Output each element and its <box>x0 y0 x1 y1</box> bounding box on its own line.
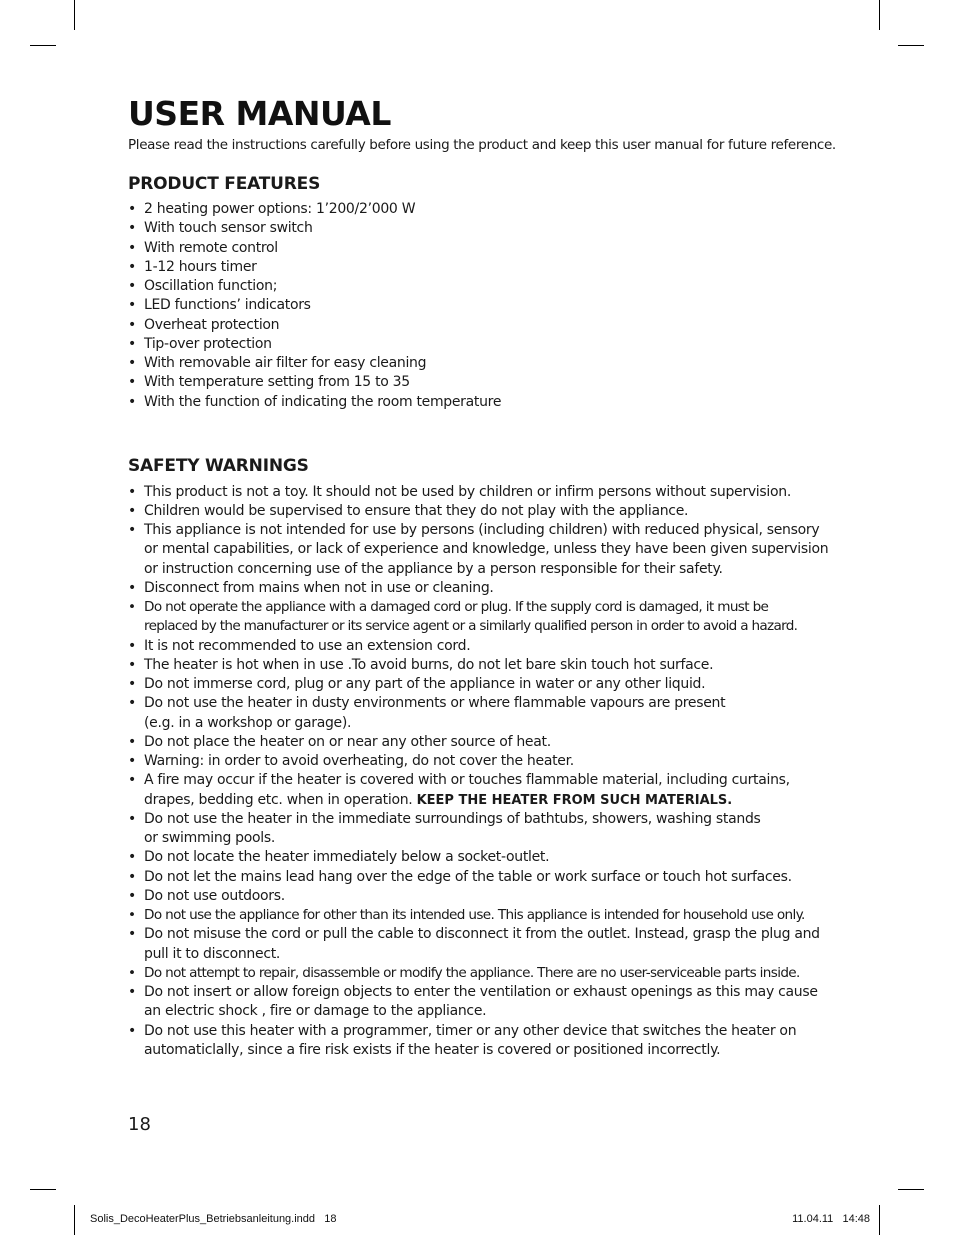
warning-line: Do not misuse the cord or pull the cable to disconnect it from the outlet. Instead, grasp the plug and <box>144 926 820 943</box>
warning-item <box>128 637 828 656</box>
feature-item: • Oscillation function; <box>128 277 828 296</box>
warning-item <box>128 771 828 810</box>
warning-item <box>128 733 828 752</box>
warning-item <box>128 925 828 964</box>
warning-line: This appliance is not intended for use by persons (including children) with reduced physical, sensory <box>144 522 820 538</box>
feature-item: • 1-12 hours timer <box>128 258 828 277</box>
print-slug-filename: Solis_DecoHeaterPlus_Betriebsanleitung.indd 18 <box>90 1213 337 1225</box>
warning-line: It is not recommended to use an extension cord. <box>144 637 471 654</box>
warning-item <box>128 1022 828 1061</box>
warning-line: Warning: in order to avoid overheating, do not cover the heater. <box>144 753 574 769</box>
warning-item <box>128 887 828 906</box>
warning-line: (e.g. in a workshop or garage). <box>144 714 352 731</box>
warning-item <box>128 964 828 983</box>
feature-item: • With temperature setting from 15 to 35 <box>128 373 828 392</box>
warning-line: Do not use the appliance for other than its intended use. This appliance is intended for household use only. <box>144 907 805 923</box>
feature-item: • With touch sensor switch <box>128 219 828 238</box>
warnings-list <box>128 483 828 1061</box>
feature-item: • With removable air filter for easy cleaning <box>128 354 828 373</box>
crop-mark-bottom-right-vertical <box>879 1205 880 1235</box>
feature-item: • With the function of indicating the room temperature <box>128 393 828 412</box>
warning-item <box>128 502 828 521</box>
warning-line: Do not insert or allow foreign objects to enter the ventilation or exhaust openings as this may cause <box>144 984 818 1000</box>
feature-item: • LED functions’ indicators <box>128 296 828 315</box>
warning-item <box>128 675 828 694</box>
feature-item: • Overheat protection <box>128 316 828 335</box>
warning-line: Do not let the mains lead hang over the edge of the table or work surface or touch hot surfaces. <box>144 868 792 885</box>
warning-item <box>128 598 828 637</box>
crop-mark-bottom-right-horizontal <box>898 1189 924 1190</box>
warning-line: or swimming pools. <box>144 830 276 846</box>
features-heading: PRODUCT FEATURES <box>128 174 321 194</box>
page-title: USER MANUAL <box>128 94 391 133</box>
warning-item <box>128 848 828 867</box>
crop-mark-top-right-vertical <box>879 0 880 30</box>
warning-line: Do not use outdoors. <box>144 887 285 904</box>
warning-line: Do not attempt to repair, disassemble or modify the appliance. There are no user-serviceable parts inside. <box>144 964 800 981</box>
crop-mark-bottom-left-vertical <box>74 1205 75 1235</box>
warnings-heading: SAFETY WARNINGS <box>128 456 309 476</box>
warning-line: Do not immerse cord, plug or any part of the appliance in water or any other liquid. <box>144 676 706 692</box>
crop-mark-top-left-horizontal <box>30 45 56 46</box>
warning-item <box>128 983 828 1022</box>
print-slug-date: 11.04.11 14:48 <box>792 1213 870 1225</box>
feature-item: • With remote control <box>128 239 828 258</box>
warning-line: replaced by the manufacturer or its service agent or a similarly qualified person in order to avoid a hazard. <box>144 618 798 635</box>
feature-item: • 2 heating power options: 1’200/2’000 W <box>128 200 828 219</box>
features-list <box>128 200 828 412</box>
warning-item <box>128 810 828 849</box>
warning-line: Do not locate the heater immediately below a socket-outlet. <box>144 849 550 866</box>
warning-item <box>128 656 828 675</box>
warning-line: A fire may occur if the heater is covered with or touches flammable material, including curtains, <box>144 772 790 789</box>
crop-mark-top-right-horizontal <box>898 45 924 46</box>
warning-item <box>128 521 828 579</box>
warning-item <box>128 579 828 598</box>
warning-item <box>128 694 828 733</box>
warning-item <box>128 906 828 925</box>
intro-text: Please read the instructions carefully before using the product and keep this user manual for future reference. <box>128 137 836 153</box>
crop-mark-top-left-vertical <box>74 0 75 30</box>
crop-mark-bottom-left-horizontal <box>30 1189 56 1190</box>
warning-item <box>128 752 828 771</box>
warning-line: Do not use this heater with a programmer, timer or any other device that switches the heater on <box>144 1022 797 1039</box>
warning-line: Disconnect from mains when not in use or cleaning. <box>144 579 494 596</box>
feature-item: • Tip-over protection <box>128 335 828 354</box>
warning-line: The heater is hot when in use .To avoid burns, do not let bare skin touch hot surface. <box>144 656 714 673</box>
warning-line: Do not use the heater in dusty environments or where flammable vapours are present <box>144 695 726 712</box>
warning-item <box>128 868 828 887</box>
warning-line: or instruction concerning use of the appliance by a person responsible for their safety. <box>144 560 723 577</box>
warning-line: automaticlally, since a fire risk exists if the heater is covered or positioned incorrectly. <box>144 1041 721 1058</box>
warning-line: Do not operate the appliance with a damaged cord or plug. If the supply cord is damaged, it must be <box>144 599 769 615</box>
warning-emphasis: KEEP THE HEATER FROM SUCH MATERIALS. <box>416 792 733 808</box>
warning-line: Do not use the heater in the immediate surroundings of bathtubs, showers, washing stands <box>144 810 761 827</box>
page-number: 18 <box>128 1114 151 1135</box>
warning-line: or mental capabilities, or lack of experience and knowledge, unless they have been given supervision <box>144 541 829 558</box>
warning-line: drapes, bedding etc. when in operation. <box>144 791 413 808</box>
warning-line: This product is not a toy. It should not be used by children or infirm persons without supervision. <box>144 483 791 500</box>
warning-line: an electric shock , fire or damage to the appliance. <box>144 1003 487 1020</box>
warning-line: Children would be supervised to ensure that they do not play with the appliance. <box>144 502 689 519</box>
warning-line: pull it to disconnect. <box>144 945 281 962</box>
warning-item <box>128 483 828 502</box>
warning-line: Do not place the heater on or near any other source of heat. <box>144 733 551 750</box>
